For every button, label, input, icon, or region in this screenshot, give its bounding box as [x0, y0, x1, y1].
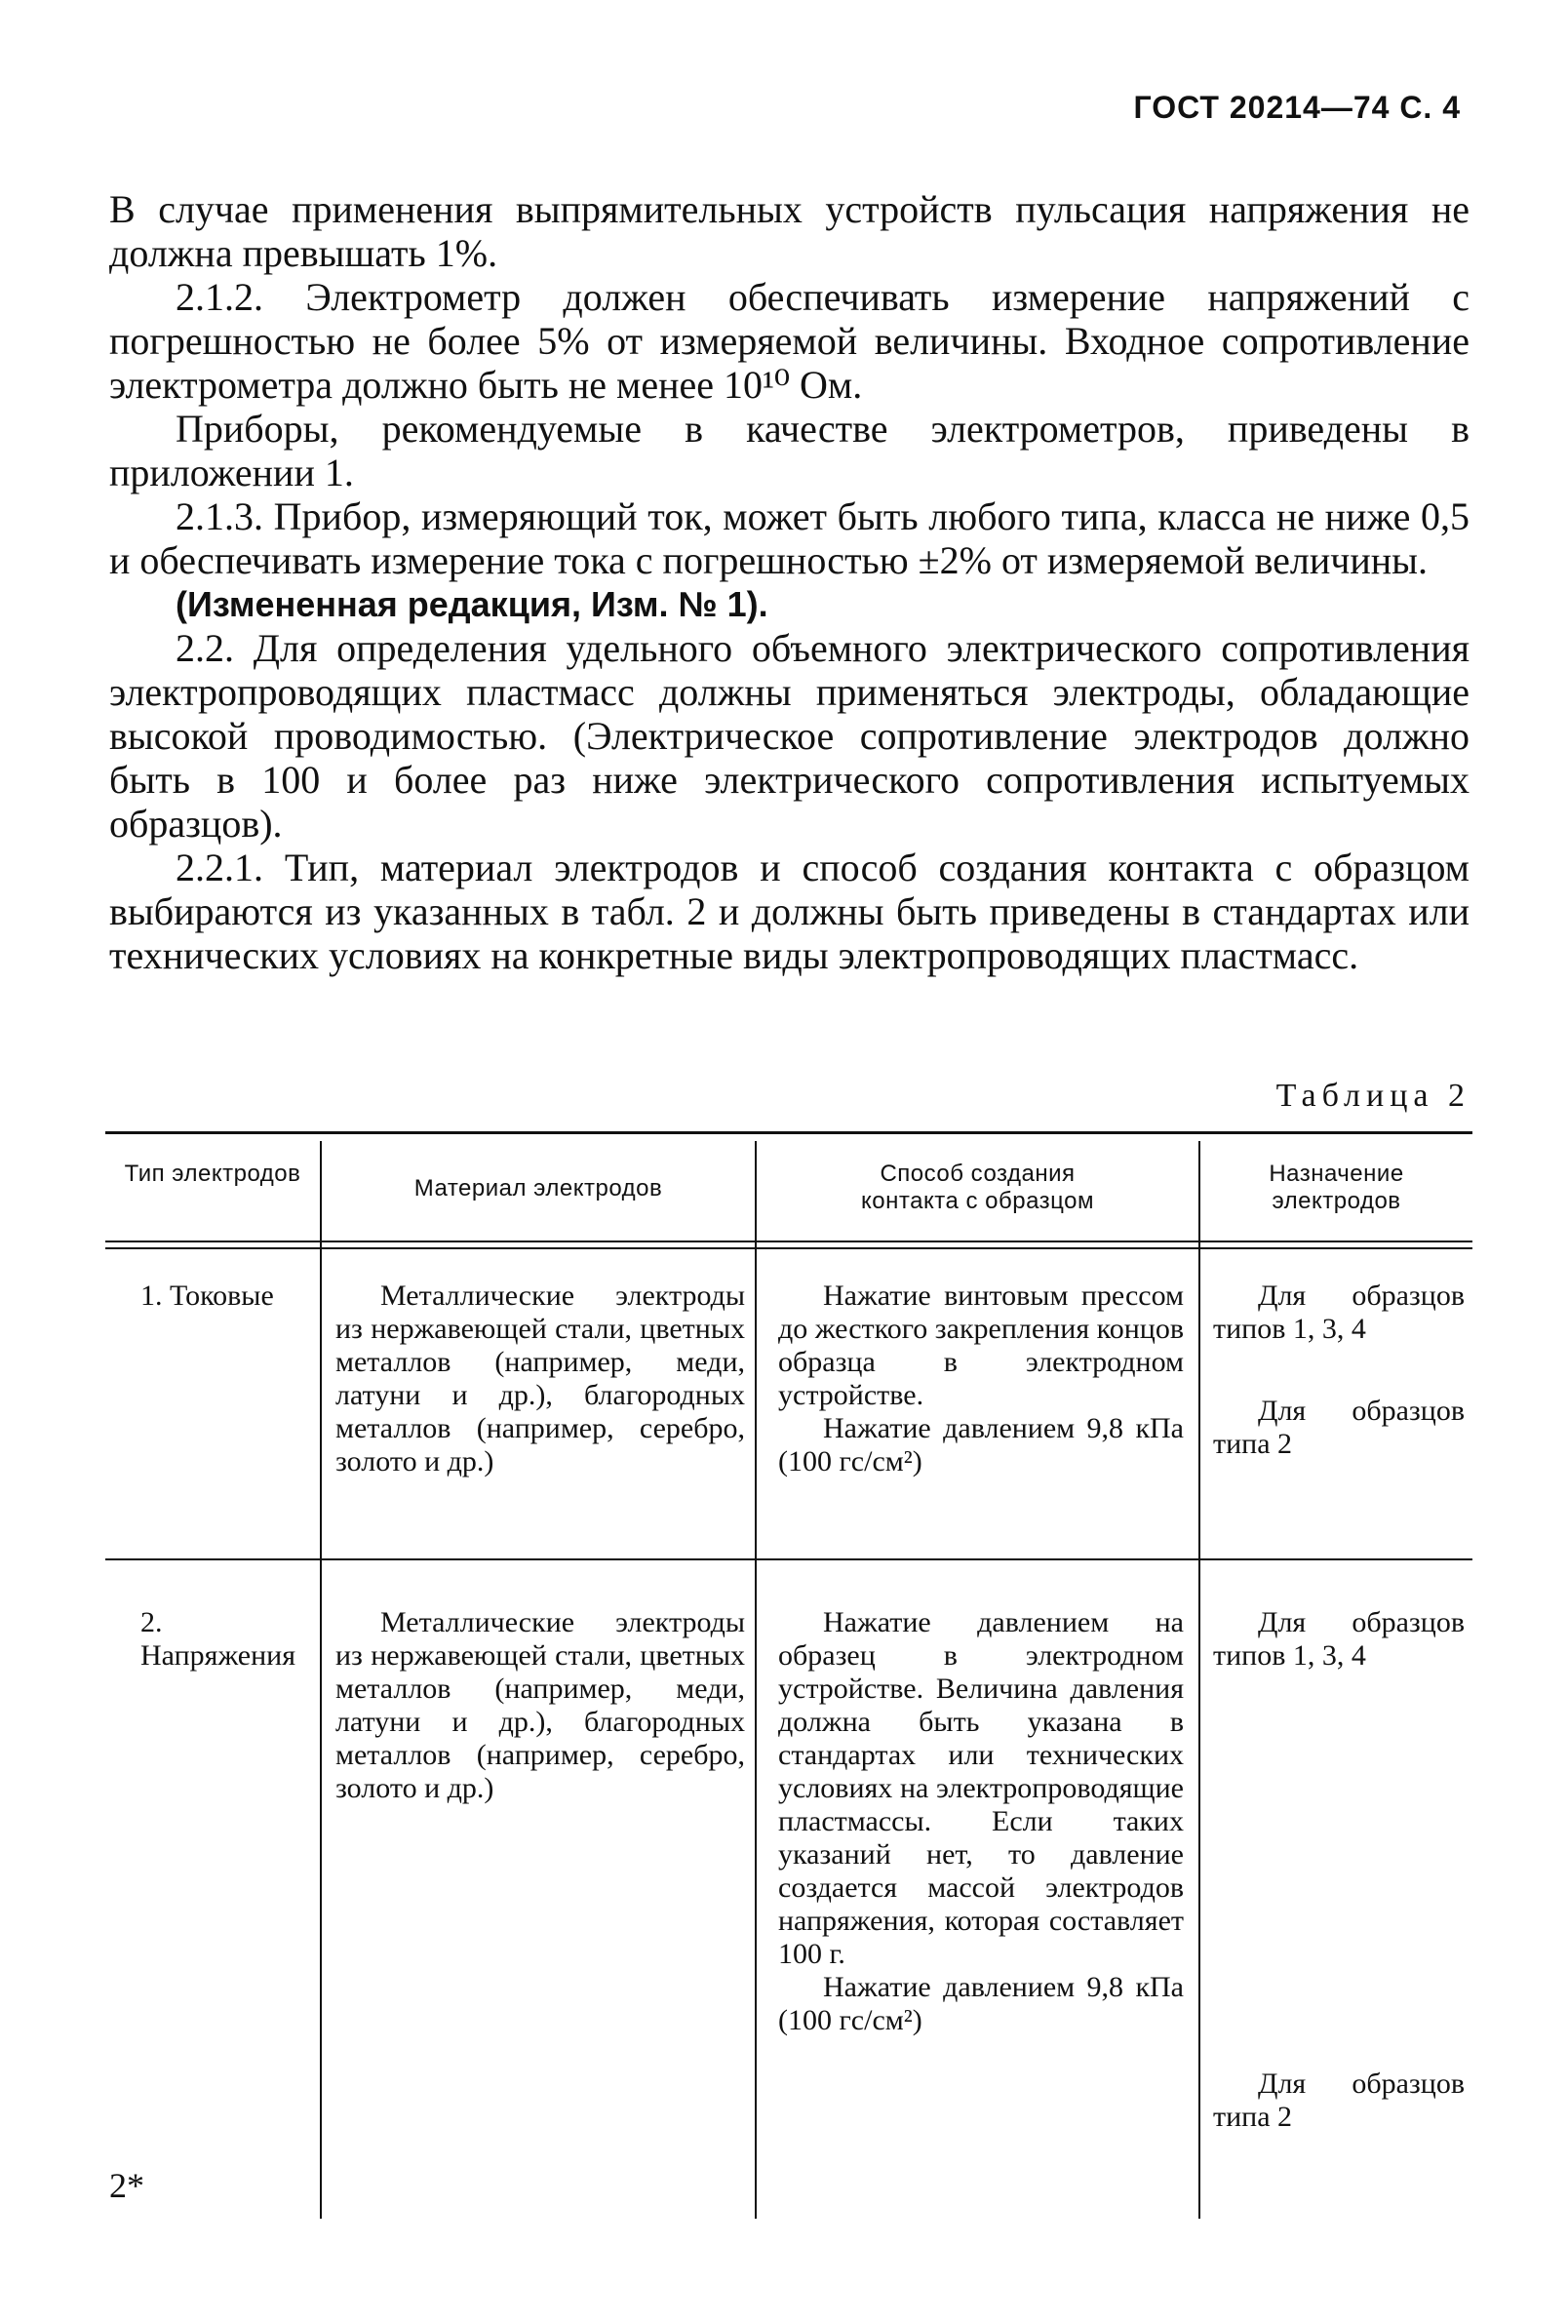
- row2-type: 2. Напряжения: [140, 1606, 295, 1672]
- row1-material: Металлические электроды из нержавеющей стали, цветных металлов (например, меди, латуни и др.), благородных металлов (например, серебро, золото и др.): [335, 1280, 745, 1477]
- header-bottom-rule: [105, 1241, 1472, 1242]
- table-caption: Таблица 2: [1275, 1078, 1470, 1114]
- header-electrode-purpose: Назначение электродов: [1269, 1161, 1404, 1214]
- amendment-note: (Измененная редакция, Изм. № 1).: [176, 584, 768, 624]
- row2-method-secondary: Нажатие давлением 9,8 кПа (100 гс/см²): [778, 1971, 1184, 2036]
- row1-method-secondary: Нажатие давлением 9,8 кПа (100 гс/см²): [778, 1412, 1184, 1477]
- row1-method: [778, 1280, 1184, 1478]
- column-line-2: [755, 1141, 757, 2219]
- paragraph-2-1-3: 2.1.3. Прибор, измеряющий ток, может быть любого типа, класса не ниже 0,5 и обеспечивать измерение тока с погрешностью ±2% от измеряемой величины.: [109, 494, 1470, 582]
- signature-mark: 2*: [109, 2166, 144, 2205]
- header-electrode-type: Тип электродов: [124, 1161, 301, 1187]
- row2-method: [778, 1606, 1184, 2037]
- running-header: ГОСТ 20214—74 С. 4: [1133, 90, 1461, 125]
- header-bottom-rule-double: [105, 1247, 1472, 1249]
- row2-purpose-primary: Для образцов типов 1, 3, 4: [1213, 1606, 1465, 1672]
- header-contact-method: Способ создания контакта с образцом: [861, 1161, 1094, 1214]
- row1-purpose: [1213, 1280, 1465, 1461]
- row1-purpose-secondary: Для образцов типа 2: [1213, 1395, 1465, 1460]
- row2-method-primary: Нажатие давлением на образец в электродном устройстве. Величина давления должна быть указана в стандартах или технических условиях на электропроводящие пластмассы. Если таких указаний нет, то давление создается массой электродов напряжения, которая составляет 100 г.: [778, 1606, 1184, 1970]
- body-text: [109, 187, 1470, 977]
- paragraph-instruments: Приборы, рекомендуемые в качестве электрометров, приведены в приложении 1.: [109, 407, 1470, 494]
- paragraph-rectifier: В случае применения выпрямительных устройств пульсация напряжения не должна превышать 1%.: [109, 187, 1470, 275]
- header-electrode-material: Материал электродов: [413, 1175, 663, 1201]
- row2-purpose: [1213, 1606, 1465, 2134]
- column-line-3: [1198, 1141, 1200, 2219]
- paragraph-2-2: 2.2. Для определения удельного объемного электрического сопротивления электропроводящих пластмасс должны применяться электроды, обладающие высокой проводимостью. (Электрическое сопротивление электродов должно быть в 100 и более раз ниже электрического сопротивления испытуемых образцов).: [109, 626, 1470, 846]
- row2-purpose-secondary: Для образцов типа 2: [1213, 2068, 1465, 2133]
- row-divider: [105, 1558, 1472, 1560]
- row1-method-primary: Нажатие винтовым прессом до жесткого закрепления концов образца в электродном устройстве.: [778, 1280, 1184, 1411]
- row1-type: 1. Токовые: [140, 1280, 274, 1312]
- electrode-table: [105, 1131, 1472, 2219]
- column-line-1: [320, 1141, 322, 2219]
- paragraph-2-2-1: 2.2.1. Тип, материал электродов и способ создания контакта с образцом выбираются из указанных в табл. 2 и должны быть приведены в стандартах или технических условиях на конкретные виды электропроводящих пластмасс.: [109, 846, 1470, 977]
- paragraph-2-1-2: 2.1.2. Электрометр должен обеспечивать измерение напряжений с погрешностью не более 5% от измеряемой величины. Входное сопротивление электрометра должно быть не менее 10¹⁰ Ом.: [109, 275, 1470, 407]
- table-top-rule: [105, 1131, 1472, 1134]
- row1-purpose-primary: Для образцов типов 1, 3, 4: [1213, 1280, 1465, 1345]
- row2-material: Металлические электроды из нержавеющей стали, цветных металлов (например, меди, латуни и др.), благородных металлов (например, серебро, золото и др.): [335, 1606, 745, 1804]
